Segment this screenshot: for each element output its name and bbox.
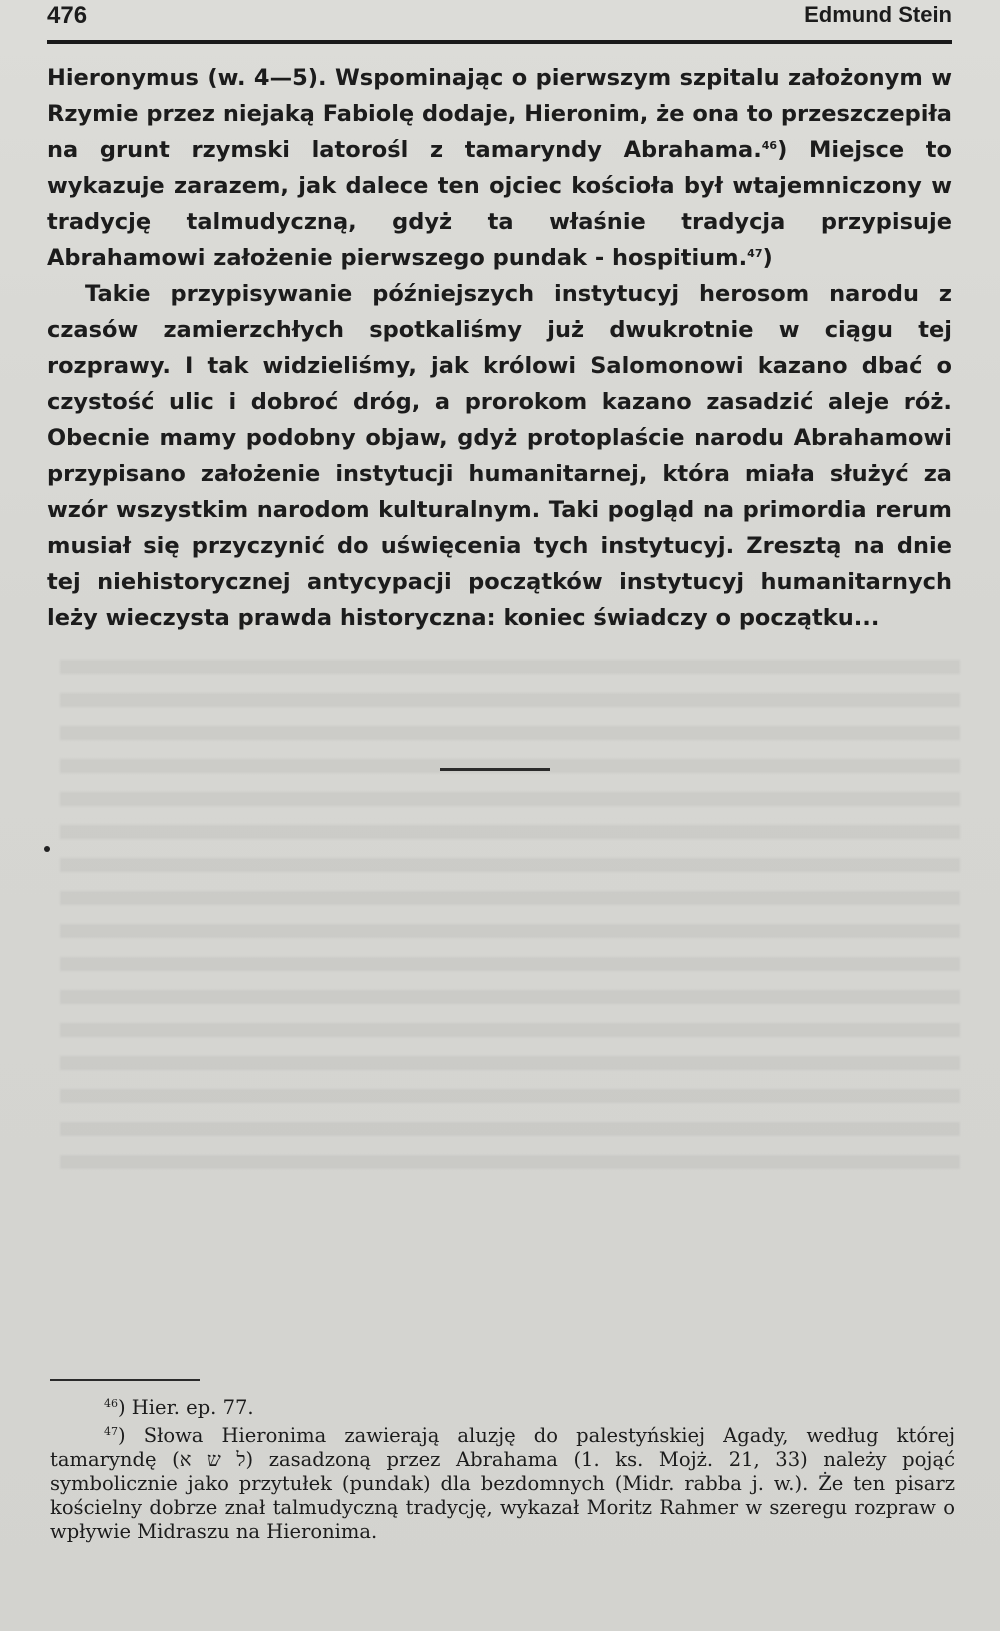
paragraph-1-part-c: ) xyxy=(762,245,773,271)
stray-mark xyxy=(44,846,50,852)
page-number: 476 xyxy=(47,2,88,29)
running-head: Edmund Stein xyxy=(804,2,952,27)
bleed-through-text xyxy=(60,660,960,1180)
footnotes xyxy=(50,1392,955,1544)
footnote-rule xyxy=(50,1379,200,1381)
footnote-number: 47 xyxy=(104,1425,118,1438)
footnote-46 xyxy=(50,1392,955,1420)
footnote-ref-46: 46 xyxy=(761,139,778,152)
section-separator xyxy=(440,768,550,771)
footnote-number: 46 xyxy=(104,1397,118,1410)
paragraph-1-part-a: Hieronymus (w. 4—5). Wspominając o pierwszym szpitalu założonym w Rzymie przez niejaką Fabiolę dodaje, Hieronim, że ona to przeszczepiła na grunt rzymski latorośl z tamaryndy Abrahama. xyxy=(47,65,952,163)
footnote-ref-47: 47 xyxy=(747,247,763,260)
page-header xyxy=(47,0,952,44)
paragraph-2: Takie przypisywanie późniejszych instytucyj herosom narodu z czasów zamierzchłych spotkaliśmy już dwukrotnie w ciągu tej rozprawy. I tak widzieliśmy, jak królowi Salomonowi kazano dbać o czystość ulic i dobroć dróg, a prorokom kazano zasadzić aleje róż. Obecnie mamy podobny objaw, gdyż protoplaście narodu Abrahamowi przypisano założenie instytucji humanitarnej, która miała służyć za wzór wszystkim narodom kulturalnym. Taki pogląd na primordia rerum musiał się przyczynić do uświęcenia tych instytucyj. Zresztą na dnie tej niehistorycznej antycypacji początków instytucyj humanitarnych leży wieczysta prawda historyczna: koniec świadczy o początku... xyxy=(47,281,952,631)
paragraph-1 xyxy=(47,60,952,276)
footnote-text: ) Hier. ep. 77. xyxy=(118,1396,254,1419)
main-text xyxy=(47,60,952,636)
footnote-text: ) Słowa Hieronima zawierają aluzję do palestyńskiej Agady, według której tamaryndę (ל ש א) zasadzoną przez Abrahama (1. ks. Mojż. 21, 33) należy pojąć symbolicznie jako przytułek (pundak) dla bezdomnych (Midr. rabba j. w.). Że ten pisarz kościelny dobrze znał talmudyczną tradycję, wykazał Moritz Rahmer w szeregu rozpraw o wpływie Midraszu na Hieronima. xyxy=(50,1424,955,1543)
footnote-47 xyxy=(50,1420,955,1544)
paragraph-1-part-b: ) Miejsce to wykazuje zarazem, jak dalece ten ojciec kościoła był wtajemniczony w tradycję talmudyczną, gdyż ta właśnie tradycja przypisuje Abrahamowi założenie pierwszego pundak - hospitium. xyxy=(47,137,952,271)
